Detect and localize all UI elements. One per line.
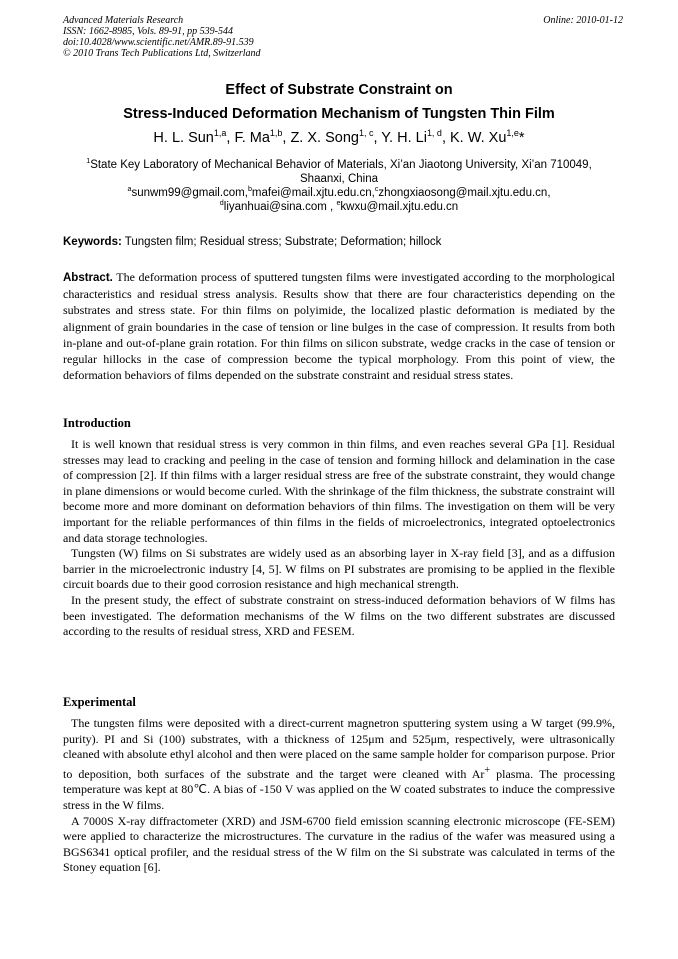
email-line-1	[63, 186, 615, 200]
ion-charge: +	[484, 764, 491, 776]
abstract-text: The deformation process of sputtered tungsten films were investigated according to the morphological characteristics and residual stress analysis. Results show that there are four characteristics depending on the substrates and stress state. For thin films on polyimide, the localized plastic deformation is mediated by the alignment of grain boundaries in the case of tension or line bulges in the case of compression. It results from both in-plane and out-of-plane grain rotation. For thin films on silicon substrate, wedge cracks in the case of tension or regular hillocks in the case of compression become the typical morphology. From this point of view, the deformation behaviors of films depended on the substrate constraint and residual stress states.	[63, 270, 615, 383]
email-d[interactable]: liyanhuai@sina.com ,	[223, 201, 334, 213]
abstract	[63, 269, 615, 383]
author-name: H. L. Sun	[153, 130, 214, 146]
author-name: Y. H. Li	[381, 130, 427, 146]
affiliation-line-1	[63, 158, 615, 172]
author-list	[0, 130, 678, 146]
affiliation-text: State Key Laboratory of Mechanical Behavior of Materials, Xi’an Jiaotong University, Xi’an 710049,	[90, 159, 592, 171]
experimental-paragraph-1	[63, 716, 615, 814]
author-affiliation-mark: 1, c	[358, 128, 374, 139]
experimental-paragraph-2: A 7000S X-ray diffractometer (XRD) and JSM-6700 field emission scanning electronic microscope (FE-SEM) were applied to characterize the microstructures. The curvature in the radius of the wafer was measured using a BGS6341 optical profiler, and the residual stress of the W film on the Si substrate was calculated in terms of the Stoney equation [6].	[63, 813, 615, 875]
experimental-body	[63, 716, 615, 876]
author-separator: ,	[226, 130, 235, 146]
author-separator: ,	[373, 130, 382, 146]
author-name: F. Ma	[234, 130, 270, 146]
author-affiliation-mark: 1, d	[426, 128, 442, 139]
title-line-2: Stress-Induced Deformation Mechanism of Tungsten Thin Film	[123, 106, 555, 122]
journal-header	[63, 15, 623, 59]
introduction-paragraph-3: In the present study, the effect of substrate constraint on stress-induced deformation behaviors of W films has been investigated. The deformation mechanisms of the W films on the two different substrates are discussed according to the results of residual stress, XRD and FESEM.	[63, 592, 615, 639]
author-name: Z. X. Song	[290, 130, 359, 146]
online-date: Online: 2010-01-12	[543, 15, 623, 26]
introduction-paragraph-2: Tungsten (W) films on Si substrates are widely used as an absorbing layer in X-ray field [3], and as a diffusion barrier in the microelectronic industry [4, 5]. W films on PI substrates are promising to be applied in the flexible circuit boards due to their good corrosion resistance and high mechanical strength.	[63, 546, 615, 592]
introduction-body	[63, 437, 615, 640]
email-a[interactable]: sunwm99@gmail.com,	[131, 187, 248, 199]
author-affiliation-mark: 1,e	[506, 128, 519, 139]
journal-doi: doi:10.4028/www.scientific.net/AMR.89-91.539	[63, 37, 254, 48]
journal-name: Advanced Materials Research	[63, 15, 184, 26]
experimental-heading: Experimental	[63, 695, 136, 709]
author-affiliation-mark: 1,b	[269, 128, 283, 139]
email-line-2	[63, 200, 615, 214]
email-e[interactable]: kwxu@mail.xjtu.edu.cn	[340, 201, 459, 213]
email-mark: a	[127, 185, 132, 194]
author-affiliation-mark: 1,a	[213, 128, 227, 139]
keywords	[63, 236, 615, 248]
email-mark: e	[336, 199, 341, 208]
author-separator: ,	[282, 130, 291, 146]
introduction-paragraph-1: It is well known that residual stress is very common in thin films, and even reaches several GPa [1]. Residual stresses may lead to cracking and peeling in the case of tension and forming hillock and delamination in the case of compression [2]. If thin films with a larger residual stress are free of the substrate constraint, they would change in plane dimensions or would become curled. With the shrinkage of the film thickness, the substrate constraint will become more and more dominant on deformation behaviors of thin films. The investigation on them will be very important for the reliable performances of thin films in the fields of microelectronics, integrated optoelectronics and data storage technologies.	[63, 437, 615, 545]
experimental-text: The tungsten films were deposited with a direct-current magnetron sputtering system using a W target (99.9%, purity). PI and Si (100) substrates, with a thickness of 125μm and 525μm, respectively, were ultrasonically cleaned with absolute ethyl alcohol and then were placed on the same sample holder for comparison purpose. Prior to deposition, both surfaces of the substrate and the target were cleaned with Ar	[63, 716, 615, 781]
journal-copyright: © 2010 Trans Tech Publications Ltd, Switzerland	[63, 48, 261, 59]
email-mark: c	[374, 185, 379, 194]
title-line-1: Effect of Substrate Constraint on	[225, 82, 453, 98]
email-mark: d	[219, 199, 224, 208]
affiliation-mark: 1	[86, 157, 91, 166]
experimental-text: plasma. The processing temperature was kept at 80℃. A bias of -150 V was applied on the W coated substrates to induce the compressive stress in the W films.	[63, 766, 615, 812]
author-separator: ,	[441, 130, 450, 146]
email-mark: b	[247, 185, 252, 194]
author-name: K. W. Xu	[450, 130, 507, 146]
introduction-heading: Introduction	[63, 416, 131, 430]
abstract-label: Abstract.	[63, 272, 113, 284]
keywords-label: Keywords:	[63, 236, 122, 248]
email-c[interactable]: zhongxiaosong@mail.xjtu.edu.cn,	[378, 187, 551, 199]
journal-issn: ISSN: 1662-8985, Vols. 89-91, pp 539-544	[63, 26, 233, 37]
email-b[interactable]: mafei@mail.xjtu.edu.cn,	[251, 187, 375, 199]
keywords-text: Tungsten film; Residual stress; Substrate; Deformation; hillock	[121, 236, 442, 248]
affiliation-line-2: Shaanxi, China	[300, 173, 378, 185]
author-separator: *	[518, 130, 525, 146]
